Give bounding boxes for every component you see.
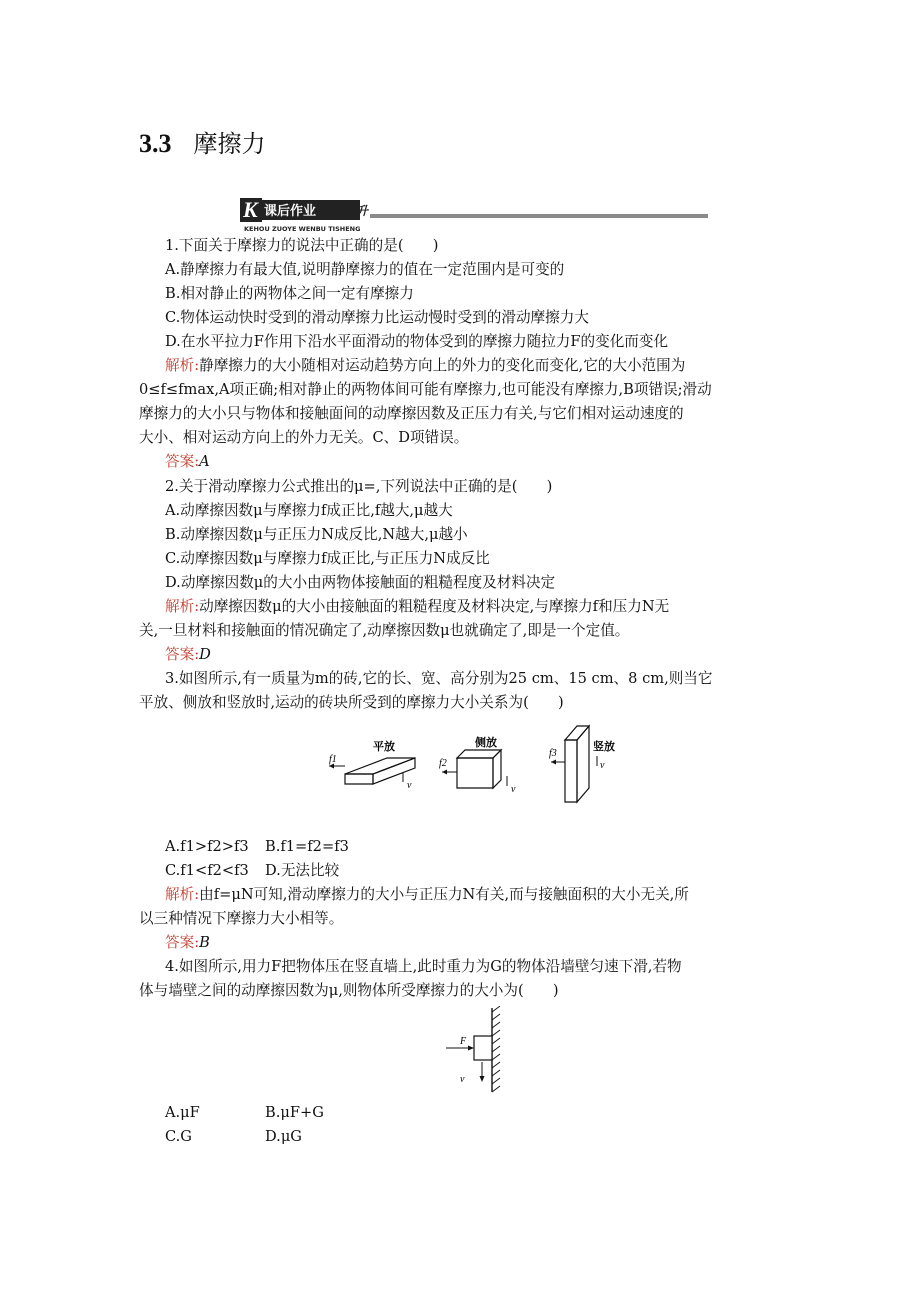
- analysis-label: 解析:: [165, 357, 200, 374]
- q1-explanation-4: 大小、相对运动方向上的外力无关。C、D项错误。: [139, 429, 469, 446]
- q1-option-b: B.相对静止的两物体之间一定有摩擦力: [165, 285, 414, 302]
- q3-option-d: D.无法比较: [265, 862, 340, 879]
- block: [474, 1036, 492, 1060]
- q3-stem-1: 3.如图所示,有一质量为m的砖,它的长、宽、高分别为25 cm、15 cm、8 cm,则当它: [165, 670, 713, 687]
- homework-banner: [240, 195, 710, 235]
- svg-text:K: K: [243, 197, 258, 222]
- q1-option-d: D.在水平拉力F作用下沿水平面滑动的物体受到的摩擦力随拉力F的变化而变化: [165, 333, 669, 350]
- q2-answer: 答案:D: [165, 646, 211, 663]
- q1-answer: 答案:A: [165, 453, 210, 470]
- q4-option-a: A.μF: [165, 1104, 200, 1121]
- q2-explanation-2: 关,一旦材料和接触面的情况确定了,动摩擦因数μ也就确定了,即是一个定值。: [139, 622, 630, 639]
- q1-explanation-1: 解析:静摩擦力的大小随相对运动趋势方向上的外力的变化而变化,它的大小范围为: [165, 357, 686, 374]
- brick-vertical: [565, 726, 589, 802]
- q3-stem-2: 平放、侧放和竖放时,运动的砖块所受到的摩擦力大小关系为( ): [139, 694, 564, 711]
- label-F: F: [460, 1036, 467, 1047]
- q1-explanation-3: 摩擦力的大小只与物体和接触面间的动摩擦因数及正压力有关,与它们相对运动速度的: [139, 405, 684, 422]
- section-heading: [139, 124, 266, 159]
- brick-flat: [345, 758, 415, 784]
- q3-answer: 答案:B: [165, 934, 210, 951]
- banner-pinyin: KEHOU ZUOYE WENBU TISHENG: [244, 225, 361, 233]
- brick-side: [457, 750, 501, 788]
- section-number: 3.3: [139, 129, 172, 158]
- q4-option-c: C.G: [165, 1128, 192, 1145]
- label-f3: f3: [549, 748, 557, 759]
- q2-option-d: D.动摩擦因数μ的大小由两物体接触面的粗糙程度及材料决定: [165, 574, 556, 591]
- section-title: 摩擦力: [193, 130, 266, 158]
- q2-option-a: A.动摩擦因数μ与摩擦力f成正比,f越大,μ越大: [165, 502, 453, 519]
- label-v1: v: [407, 780, 412, 791]
- q4-stem-1: 4.如图所示,用力F把物体压在竖直墙上,此时重力为G的物体沿墙壁匀速下滑,若物: [165, 958, 682, 975]
- q2-option-c: C.动摩擦因数μ与摩擦力f成正比,与正压力N成反比: [165, 550, 490, 567]
- q1-stem: 1.下面关于摩擦力的说法中正确的是( ): [165, 237, 439, 254]
- label-f2: f2: [439, 758, 447, 769]
- q2-stem: 2.关于滑动摩擦力公式推出的μ=,下列说法中正确的是( ): [165, 478, 553, 495]
- q3-brick-figure: [325, 722, 625, 806]
- q1-explanation-2: 0≤f≤fmax,A项正确;相对静止的两物体间可能有摩擦力,也可能没有摩擦力,B项错误;滑动: [139, 381, 712, 398]
- label-flat: 平放: [373, 740, 395, 753]
- q3-option-b: B.f1=f2=f3: [265, 838, 349, 855]
- label-side: 侧放: [475, 736, 497, 749]
- label-v3: v: [600, 760, 605, 771]
- q3-option-a: A.f1>f2>f3: [165, 838, 249, 855]
- q2-option-b: B.动摩擦因数μ与正压力N成反比,N越大,μ越小: [165, 526, 468, 543]
- banner-sub: 稳步提升: [320, 204, 369, 218]
- q3-explanation-1: 解析:由f=μN可知,滑动摩擦力的大小与正压力N有关,而与接触面积的大小无关,所: [165, 886, 689, 903]
- q4-stem-2: 体与墙壁之间的动摩擦因数为μ,则物体所受摩擦力的大小为( ): [139, 982, 559, 999]
- q1-option-c: C.物体运动快时受到的滑动摩擦力比运动慢时受到的滑动摩擦力大: [165, 309, 589, 326]
- q1-option-a: A.静摩擦力有最大值,说明静摩擦力的值在一定范围内是可变的: [165, 261, 565, 278]
- banner-main: 课后作业: [264, 204, 317, 219]
- q2-explanation-1: 解析:动摩擦因数μ的大小由接触面的粗糙程度及材料决定,与摩擦力f和压力N无: [165, 598, 670, 615]
- q4-option-d: D.μG: [265, 1128, 302, 1145]
- label-vertical: 竖放: [593, 740, 615, 753]
- q4-option-b: B.μF+G: [265, 1104, 324, 1121]
- wall-hatching: [492, 1006, 500, 1092]
- label-v: v: [460, 1074, 465, 1085]
- q3-option-c: C.f1<f2<f3: [165, 862, 249, 879]
- q4-wall-figure: [440, 1006, 510, 1094]
- label-f1: f1: [329, 754, 337, 765]
- label-v2: v: [511, 784, 516, 795]
- q3-explanation-2: 以三种情况下摩擦力大小相等。: [139, 910, 344, 927]
